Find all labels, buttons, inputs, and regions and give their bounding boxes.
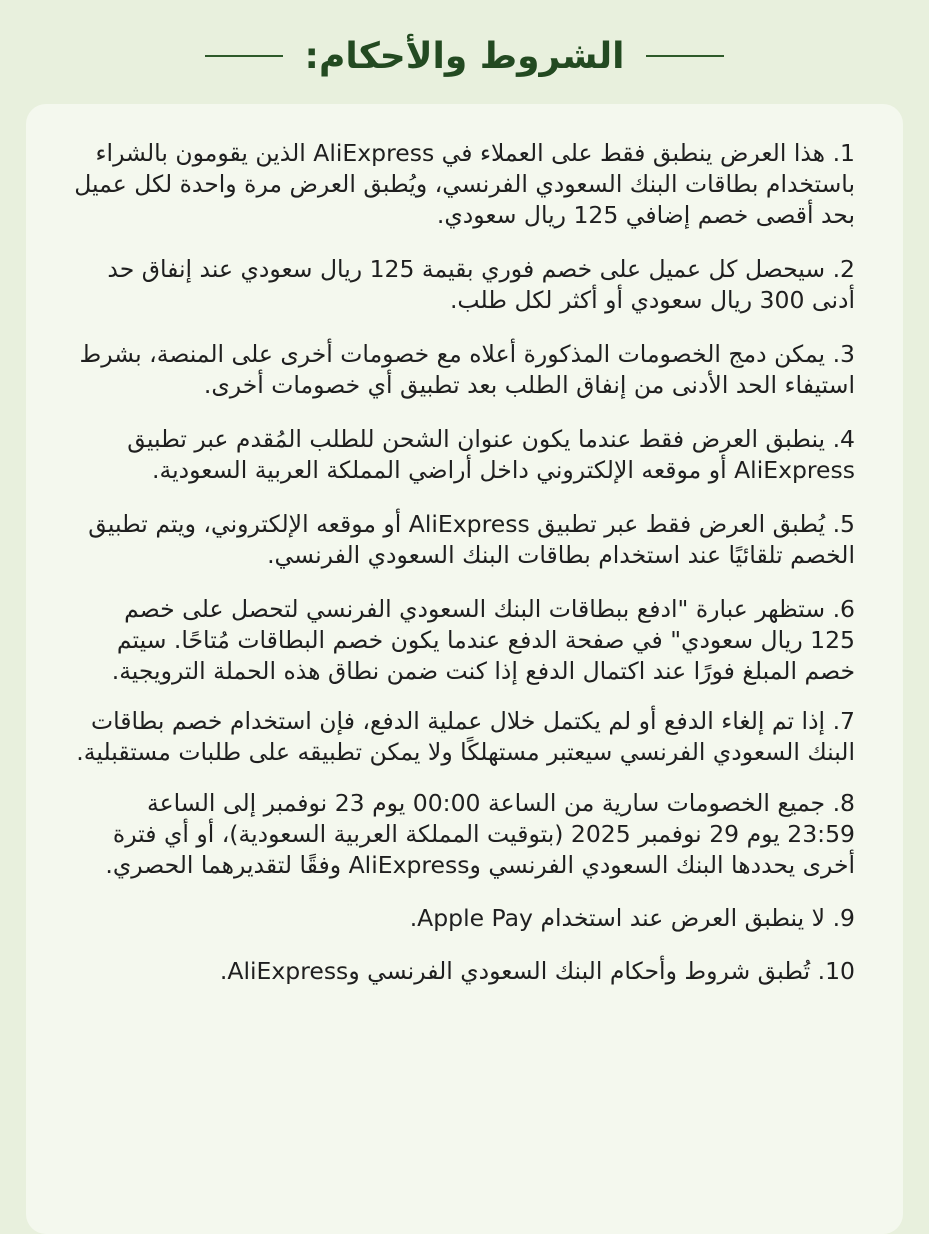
term-text: لا ينطبق العرض عند استخدام Apple Pay. <box>409 904 826 932</box>
term-item <box>74 509 855 571</box>
term-number: 8. <box>832 789 855 817</box>
term-number: 3. <box>832 340 855 368</box>
term-number: 5. <box>832 510 855 538</box>
term-number: 1. <box>832 139 855 167</box>
term-item <box>74 138 855 231</box>
term-item <box>74 788 855 881</box>
term-text: ينطبق العرض فقط عندما يكون عنوان الشحن للطلب المُقدم عبر تطبيق AliExpress أو موقعه الإلكتروني داخل أراضي المملكة العربية السعودية. <box>127 425 855 484</box>
term-number: 4. <box>832 425 855 453</box>
term-text: ستظهر عبارة "ادفع ببطاقات البنك السعودي الفرنسي لتحصل على خصم 125 ريال سعودي" في صفحة الدفع عندما يكون خصم البطاقات مُتاحًا. سيتم خصم المبلغ فورًا عند اكتمال الدفع إذا كنت ضمن نطاق هذه الحملة الترويجية. <box>111 595 855 685</box>
term-item <box>74 706 855 768</box>
term-text: يُطبق العرض فقط عبر تطبيق AliExpress أو موقعه الإلكتروني، ويتم تطبيق الخصم تلقائيًا عند استخدام بطاقات البنك السعودي الفرنسي. <box>88 510 855 569</box>
term-text: يمكن دمج الخصومات المذكورة أعلاه مع خصومات أخرى على المنصة، بشرط استيفاء الحد الأدنى من إنفاق الطلب بعد تطبيق أي خصومات أخرى. <box>79 340 855 399</box>
term-text: سيحصل كل عميل على خصم فوري بقيمة 125 ريال سعودي عند إنفاق حد أدنى 300 ريال سعودي أو أكثر لكل طلب. <box>107 255 855 314</box>
term-item <box>74 594 855 687</box>
term-item <box>74 254 855 316</box>
term-number: 9. <box>832 904 855 932</box>
term-text: إذا تم إلغاء الدفع أو لم يكتمل خلال عملية الدفع، فإن استخدام خصم بطاقات البنك السعودي الفرنسي سيعتبر مستهلكًا ولا يمكن تطبيقه على طلبات مستقبلية. <box>76 707 855 766</box>
title-divider-left <box>205 55 283 57</box>
term-item <box>74 339 855 401</box>
term-number: 6. <box>832 595 855 623</box>
term-text: هذا العرض ينطبق فقط على العملاء في AliExpress الذين يقومون بالشراء باستخدام بطاقات البنك السعودي الفرنسي، ويُطبق العرض مرة واحدة لكل عميل بحد أقصى خصم إضافي 125 ريال سعودي. <box>74 139 855 229</box>
terms-card <box>26 104 903 1234</box>
term-text: جميع الخصومات سارية من الساعة 00:00 يوم 23 نوفمبر إلى الساعة 23:59 يوم 29 نوفمبر 2025 (بتوقيت المملكة العربية السعودية)، أو أي فترة أخرى يحددها البنك السعودي الفرنسي وAliExpress وفقًا لتقديرهما الحصري. <box>105 789 855 879</box>
term-item <box>74 424 855 486</box>
term-number: 7. <box>832 707 855 735</box>
term-item <box>74 956 855 987</box>
term-item <box>74 903 855 934</box>
page-title: الشروط والأحكام: <box>304 35 625 77</box>
term-text: تُطبق شروط وأحكام البنك السعودي الفرنسي وAliExpress. <box>219 957 811 985</box>
title-divider-right <box>646 55 724 57</box>
page-header <box>0 26 929 86</box>
term-number: 2. <box>832 255 855 283</box>
terms-list <box>74 138 855 987</box>
term-number: 10. <box>817 957 855 985</box>
